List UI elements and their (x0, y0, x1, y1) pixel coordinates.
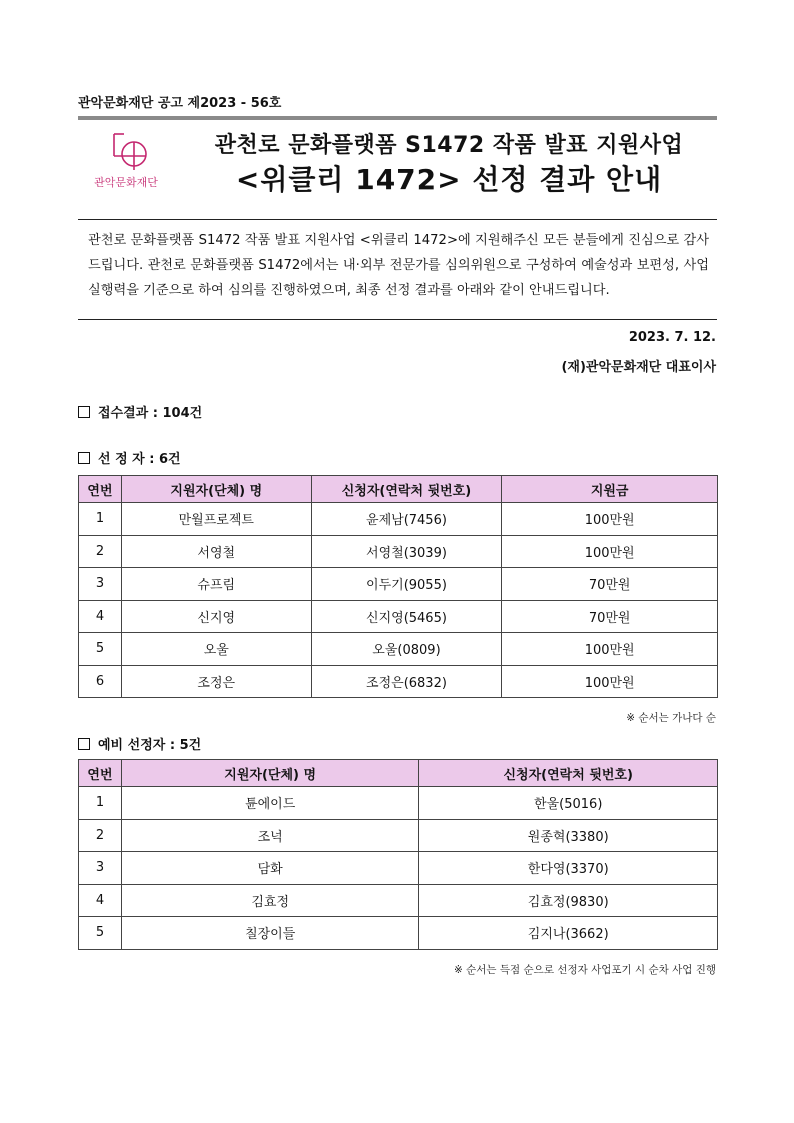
table-cell: 100만원 (502, 633, 718, 666)
table-row (79, 568, 718, 601)
table-cell: 5 (79, 633, 122, 666)
table-row (79, 633, 718, 666)
table-cell: 원종혁(3380) (419, 819, 718, 852)
table-cell: 조넉 (121, 819, 419, 852)
header-cell: 신청자(연락처 뒷번호) (419, 760, 718, 787)
table-cell: 조정은 (121, 665, 311, 698)
header-cell: 연번 (79, 760, 122, 787)
table-header-row (79, 476, 718, 503)
table-cell: 2 (79, 535, 122, 568)
table-cell: 4 (79, 600, 122, 633)
table-cell: 칠장이들 (121, 917, 419, 950)
header-rule (78, 116, 717, 120)
table-row (79, 852, 718, 885)
table-cell: 70만원 (502, 568, 718, 601)
logo (80, 130, 172, 190)
table-cell: 100만원 (502, 665, 718, 698)
table-cell: 100만원 (502, 503, 718, 536)
intro-text: 관천로 문화플랫폼 S1472 작품 발표 지원사업 <위클리 1472>에 지원해주신 모든 분들에게 진심으로 감사드립니다. 관천로 문화플랫폼 S1472에서는 내·외부 전문가를 심의위원으로 구성하여 예술성과 보편성, 사업실행력을 기준으로 하여 심의를 진행하였으며, 최종 선정 결과를 아래와 같이 안내드립니다. (88, 233, 709, 298)
table-cell: 담화 (121, 852, 419, 885)
table-cell: 서영철(3039) (311, 535, 502, 568)
issue-date: 2023. 7. 12. (628, 330, 716, 345)
selected-table (78, 475, 718, 698)
header-cell: 신청자(연락처 뒷번호) (311, 476, 502, 503)
table-cell: 한울(5016) (419, 787, 718, 820)
table-cell: 3 (79, 852, 122, 885)
table-cell: 1 (79, 787, 122, 820)
table-cell: 윤제남(7456) (311, 503, 502, 536)
title-line-2: <위클리 1472> 선정 결과 안내 (235, 163, 663, 196)
table-cell: 70만원 (502, 600, 718, 633)
table-cell: 서영철 (121, 535, 311, 568)
table-cell: 김효정 (121, 884, 419, 917)
logo-mark-icon (80, 130, 172, 174)
table-row (79, 819, 718, 852)
header-cell: 지원자(단체) 명 (121, 476, 311, 503)
table-cell: 6 (79, 665, 122, 698)
table-cell: 100만원 (502, 535, 718, 568)
table-row (79, 917, 718, 950)
receipt-heading (78, 402, 202, 421)
table-cell: 김효정(9830) (419, 884, 718, 917)
checkbox-icon (78, 738, 90, 750)
table-cell: 김지나(3662) (419, 917, 718, 950)
table-cell: 신지영 (121, 600, 311, 633)
table-cell: 이두기(9055) (311, 568, 502, 601)
table-cell: 오울 (121, 633, 311, 666)
reserve-note: ※ 순서는 득점 순으로 선정자 사업포기 시 순차 사업 진행 (454, 964, 716, 976)
table-cell: 1 (79, 503, 122, 536)
table-cell: 한다영(3370) (419, 852, 718, 885)
table-row (79, 787, 718, 820)
table-cell: 오울(0809) (311, 633, 502, 666)
table-row (79, 665, 718, 698)
table-cell: 슈프림 (121, 568, 311, 601)
table-row (79, 884, 718, 917)
receipt-heading-text: 접수결과 : 104건 (98, 406, 203, 421)
table-cell: 3 (79, 568, 122, 601)
selected-note: ※ 순서는 가나다 순 (626, 712, 716, 724)
table-cell: 신지영(5465) (311, 600, 502, 633)
table-row (79, 503, 718, 536)
header-cell: 연번 (79, 476, 122, 503)
table-row (79, 535, 718, 568)
notice-number: 관악문화재단 공고 제2023 - 56호 (78, 96, 282, 111)
table-header-row (79, 760, 718, 787)
table-cell: 튠에이드 (121, 787, 419, 820)
table-cell: 4 (79, 884, 122, 917)
selected-heading (78, 448, 181, 467)
table-cell: 5 (79, 917, 122, 950)
logo-text: 관악문화재단 (94, 176, 158, 189)
title-line-1: 관천로 문화플랫폼 S1472 작품 발표 지원사업 (214, 133, 684, 158)
checkbox-icon (78, 406, 90, 418)
table-cell: 만월프로젝트 (121, 503, 311, 536)
reserve-table (78, 759, 718, 950)
checkbox-icon (78, 452, 90, 464)
issuer: (재)관악문화재단 대표이사 (561, 360, 716, 375)
header-cell: 지원금 (502, 476, 718, 503)
intro-box (78, 219, 717, 320)
selected-heading-text: 선 정 자 : 6건 (98, 452, 181, 467)
table-cell: 조정은(6832) (311, 665, 502, 698)
reserve-heading (78, 734, 201, 753)
header-cell: 지원자(단체) 명 (121, 760, 419, 787)
table-cell: 2 (79, 819, 122, 852)
table-row (79, 600, 718, 633)
reserve-heading-text: 예비 선정자 : 5건 (98, 738, 202, 753)
